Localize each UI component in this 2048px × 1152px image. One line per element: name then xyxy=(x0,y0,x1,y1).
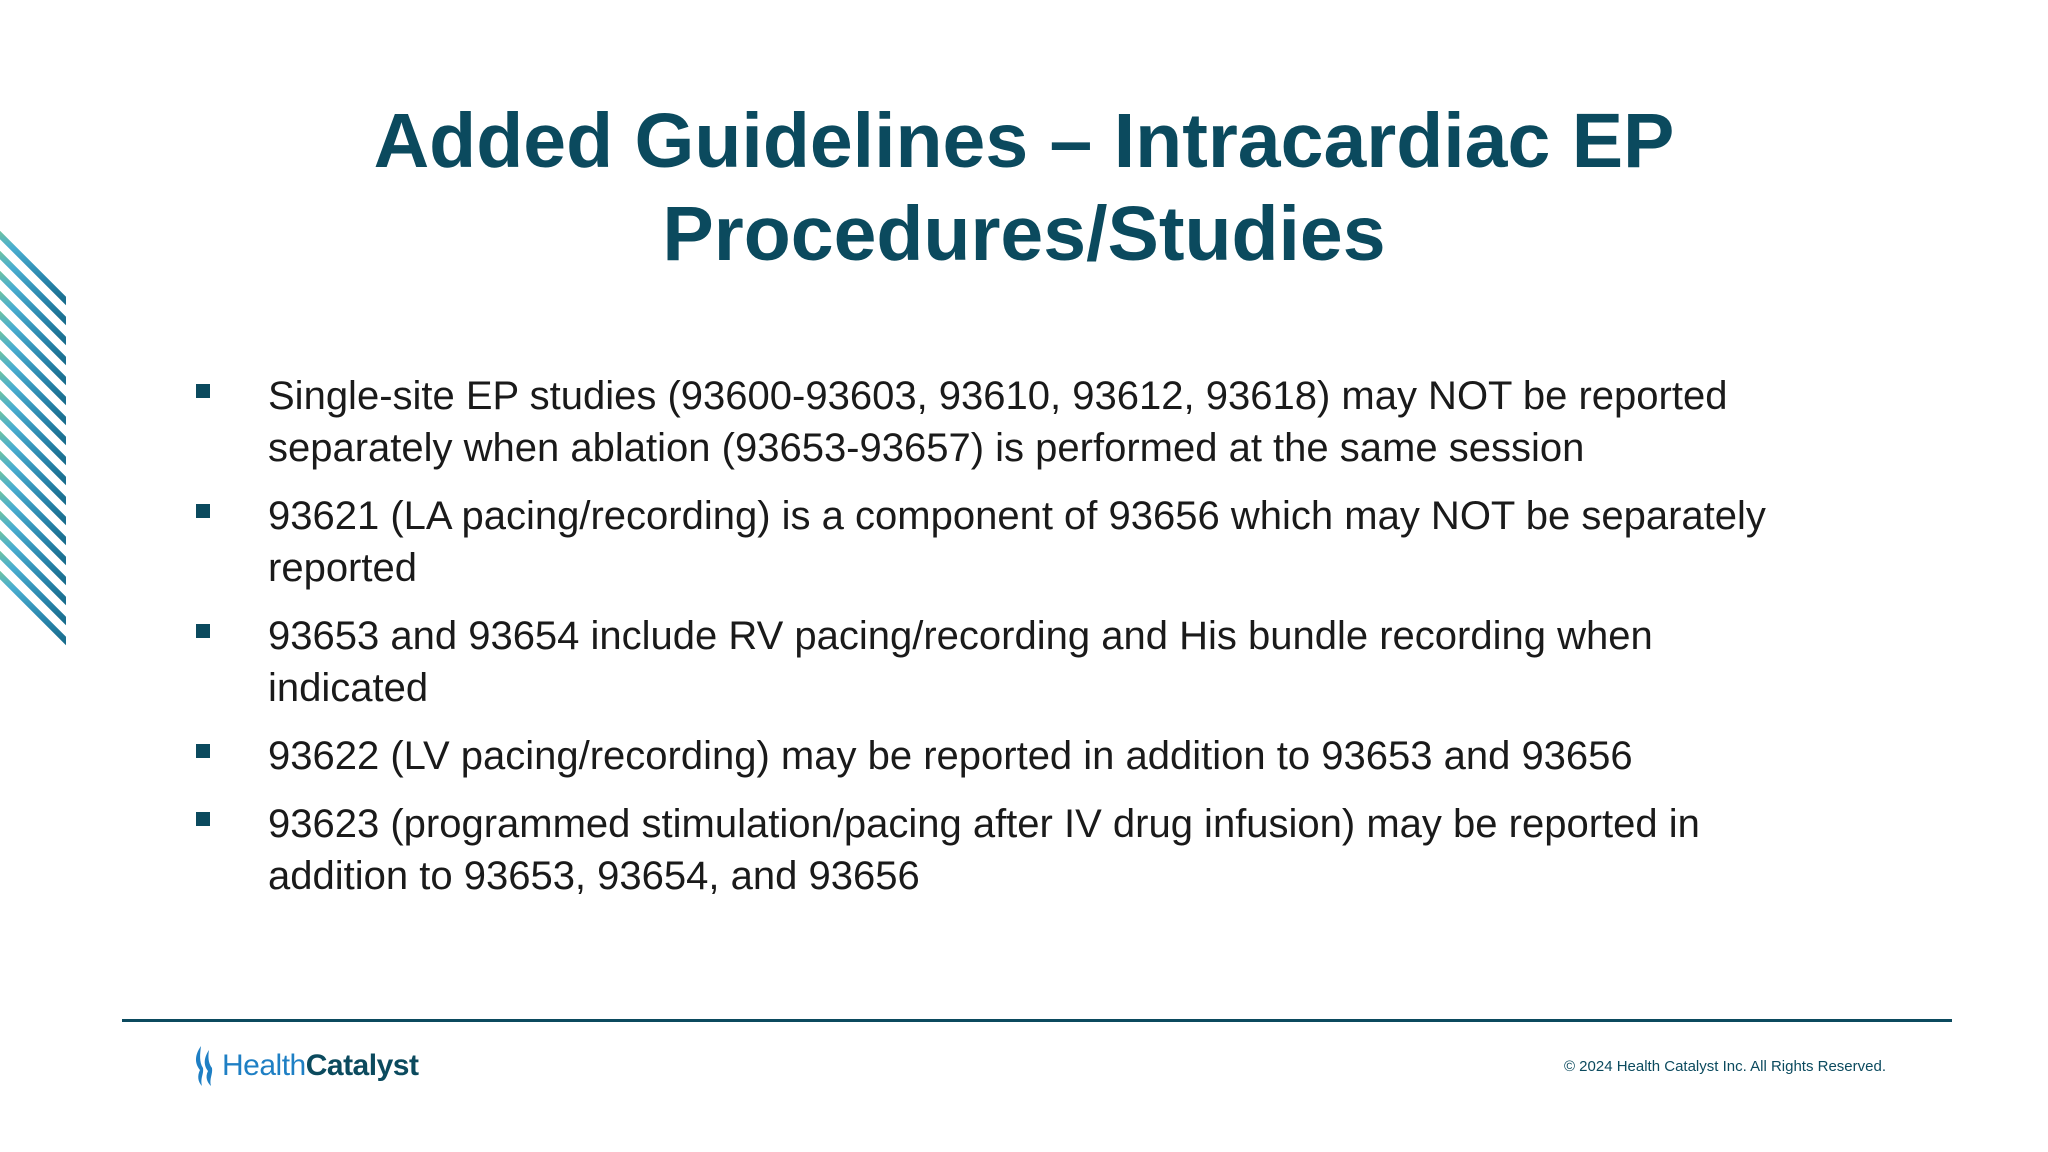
health-catalyst-logo xyxy=(192,1044,418,1088)
bullet-line: Single-site EP studies (93600-93603, 93610, 93612, 93618) may NOT be reported xyxy=(268,374,1728,418)
bullet-list xyxy=(190,370,1910,918)
bullet-item xyxy=(190,798,1910,902)
bullet-item xyxy=(190,730,1910,782)
bullet-item xyxy=(190,610,1910,714)
logo-text-health: Health xyxy=(222,1049,306,1082)
square-bullet-icon xyxy=(196,744,210,758)
bullet-line: separately when ablation (93653-93657) is performed at the same session xyxy=(268,426,1585,470)
bullet-line: indicated xyxy=(268,666,429,710)
copyright-notice: © 2024 Health Catalyst Inc. All Rights Reserved. xyxy=(1563,1058,1886,1075)
diagonal-stripes-decoration xyxy=(0,215,70,655)
square-bullet-icon xyxy=(196,384,210,398)
slide-title-line-1: Added Guidelines – Intracardiac EP xyxy=(373,98,1675,184)
bullet-line: reported xyxy=(268,546,417,590)
bullet-item xyxy=(190,370,1910,474)
bullet-line: 93653 and 93654 include RV pacing/recording and His bundle recording when xyxy=(268,614,1653,658)
flame-logo-icon xyxy=(192,1044,218,1088)
bullet-line: 93623 (programmed stimulation/pacing after IV drug infusion) may be reported in xyxy=(268,802,1700,846)
square-bullet-icon xyxy=(196,624,210,638)
bullet-line: addition to 93653, 93654, and 93656 xyxy=(268,854,920,898)
footer-divider xyxy=(122,1019,1952,1022)
square-bullet-icon xyxy=(196,504,210,518)
bullet-line: 93622 (LV pacing/recording) may be reported in addition to 93653 and 93656 xyxy=(268,734,1633,778)
slide-title-line-2: Procedures/Studies xyxy=(662,191,1386,277)
bullet-item xyxy=(190,490,1910,594)
bullet-line: 93621 (LA pacing/recording) is a component of 93656 which may NOT be separately xyxy=(268,494,1766,538)
square-bullet-icon xyxy=(196,812,210,826)
logo-text-catalyst: Catalyst xyxy=(305,1049,419,1082)
slide-title xyxy=(0,95,2048,281)
